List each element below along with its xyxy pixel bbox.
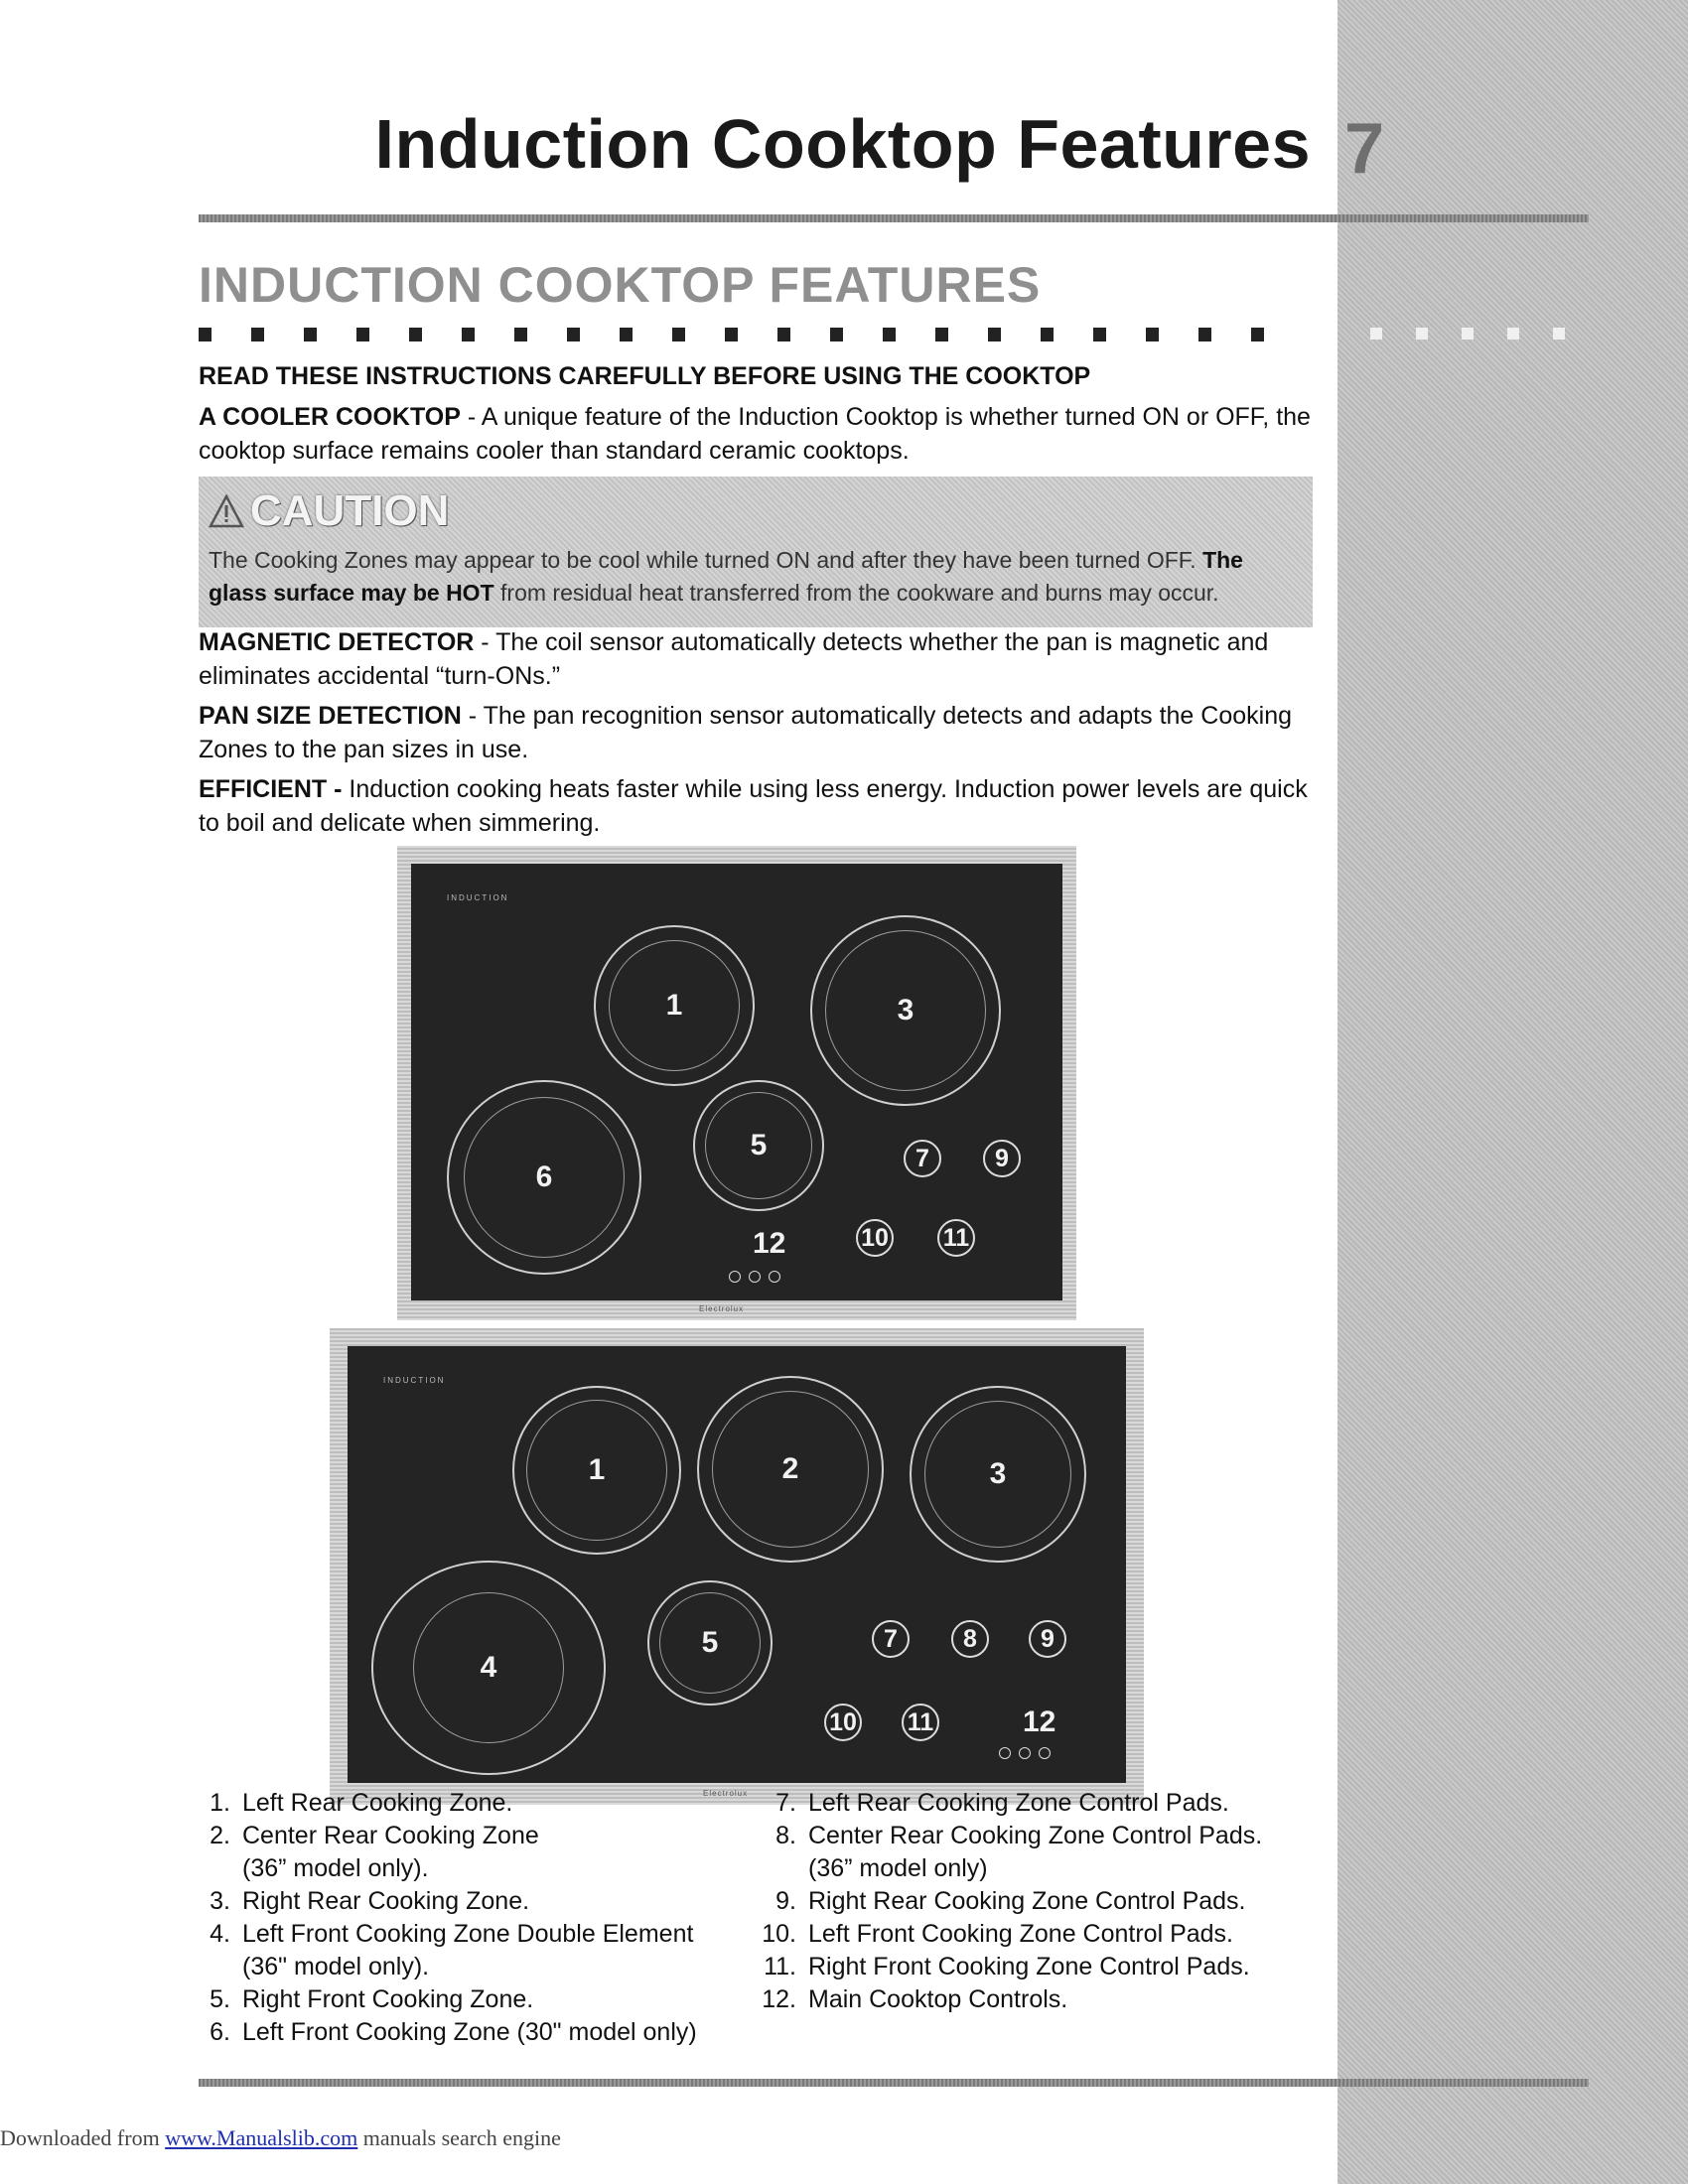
cooktop-30-brand-bottom: Electrolux — [699, 1304, 745, 1313]
zone-left-front-double: 4 — [371, 1561, 606, 1775]
section-bullet-row — [199, 328, 1264, 341]
pad-11: 11 — [937, 1219, 975, 1257]
zone-left-rear: 1 — [594, 925, 755, 1086]
pan-size-paragraph: PAN SIZE DETECTION - The pan recognition sensor automatically detects and adapts the Cooking Zones to the pan sizes in use. — [199, 702, 1293, 763]
side-bullet-row — [1370, 328, 1565, 340]
list-item: 11. Right Front Cooking Zone Control Pads. — [764, 1953, 1250, 1980]
cooler-cooktop-paragraph: A COOLER COOKTOP - A unique feature of the Induction Cooktop is whether turned ON or OFF, the cooktop surface remains cooler than standard ceramic cooktops. — [199, 403, 1311, 465]
main-control-pads — [999, 1747, 1051, 1759]
footer-rule — [199, 2079, 1589, 2087]
list-item: 2. Center Rear Cooking Zone — [210, 1822, 539, 1849]
list-item: 5. Right Front Cooking Zone. — [210, 1985, 534, 2013]
pad-10: 10 — [824, 1704, 862, 1741]
caution-text: The Cooking Zones may appear to be cool while turned ON and after they have been turned OFF. The glass surface may be HOT from residual heat transferred from the cookware and burns may occur. — [209, 547, 1243, 606]
main-controls-label: 12 — [753, 1227, 786, 1260]
cooktop-30-diagram — [397, 846, 1076, 1320]
cooktop-36-diagram — [330, 1328, 1144, 1805]
cooler-label: A COOLER COOKTOP — [199, 403, 461, 431]
list-item: 12. Main Cooktop Controls. — [762, 1985, 1068, 2013]
caution-box — [199, 477, 1313, 627]
pad-10: 10 — [856, 1219, 894, 1257]
list-item: 1. Left Rear Cooking Zone. — [210, 1789, 513, 1817]
page-title: Induction Cooktop Features — [374, 105, 1311, 183]
cooktop-30-glass — [411, 864, 1062, 1300]
section-title: INDUCTION COOKTOP FEATURES — [199, 257, 1042, 313]
list-item: 6. Left Front Cooking Zone (30" model only) — [210, 2018, 697, 2046]
list-item: 10. Left Front Cooking Zone Control Pads. — [762, 1920, 1234, 1948]
header-rule — [199, 214, 1589, 222]
zone-right-front: 5 — [647, 1580, 773, 1706]
list-item: 7. Left Rear Cooking Zone Control Pads. — [775, 1789, 1229, 1817]
zone-left-rear: 1 — [512, 1386, 681, 1555]
cooktop-30-brand-top: INDUCTION — [447, 893, 509, 902]
chapter-number: 7 — [1343, 109, 1385, 189]
zone-right-rear: 3 — [810, 915, 1001, 1106]
cooktop-36-brand-bottom: Electrolux — [703, 1789, 749, 1798]
main-controls-label: 12 — [1023, 1706, 1056, 1738]
pad-9: 9 — [1029, 1620, 1066, 1658]
caution-heading: CAUTION — [209, 486, 449, 536]
warning-triangle-icon — [209, 494, 244, 528]
zone-right-rear: 3 — [910, 1386, 1086, 1563]
zone-right-front: 5 — [693, 1080, 824, 1211]
list-item: 9. Right Rear Cooking Zone Control Pads. — [775, 1887, 1246, 1915]
list-item: (36” model only) — [808, 1854, 988, 1882]
list-item: (36” model only). — [242, 1854, 429, 1882]
pad-8: 8 — [951, 1620, 989, 1658]
main-control-pads — [729, 1271, 780, 1283]
pad-11: 11 — [902, 1704, 939, 1741]
legend-right — [747, 1787, 1333, 2016]
zone-left-front: 6 — [447, 1080, 641, 1275]
pad-7: 7 — [872, 1620, 910, 1658]
pad-7: 7 — [904, 1140, 941, 1177]
download-footer: Downloaded from www.Manualslib.com manuals search engine — [0, 2125, 561, 2150]
legend-left — [195, 1787, 761, 2049]
list-item: 3. Right Rear Cooking Zone. — [210, 1887, 530, 1915]
instructions-heading: READ THESE INSTRUCTIONS CAREFULLY BEFORE USING THE COOKTOP — [199, 362, 1091, 390]
zone-center-rear: 2 — [697, 1376, 884, 1563]
list-item: 8. Center Rear Cooking Zone Control Pads. — [775, 1822, 1263, 1849]
magnetic-detector-paragraph: MAGNETIC DETECTOR - The coil sensor automatically detects whether the pan is magnetic and eliminates accidental “turn-ONs.” — [199, 628, 1269, 690]
list-item: 4. Left Front Cooking Zone Double Element — [210, 1920, 694, 1948]
list-item: (36" model only). — [242, 1953, 430, 1980]
cooktop-36-brand-top: INDUCTION — [383, 1376, 446, 1385]
cooktop-36-glass — [348, 1346, 1126, 1783]
efficient-paragraph: EFFICIENT - Induction cooking heats faster while using less energy. Induction power levels are quick to boil and delicate when simmering. — [199, 775, 1308, 837]
pad-9: 9 — [983, 1140, 1021, 1177]
manualslib-link[interactable]: www.Manualslib.com — [165, 2125, 358, 2150]
